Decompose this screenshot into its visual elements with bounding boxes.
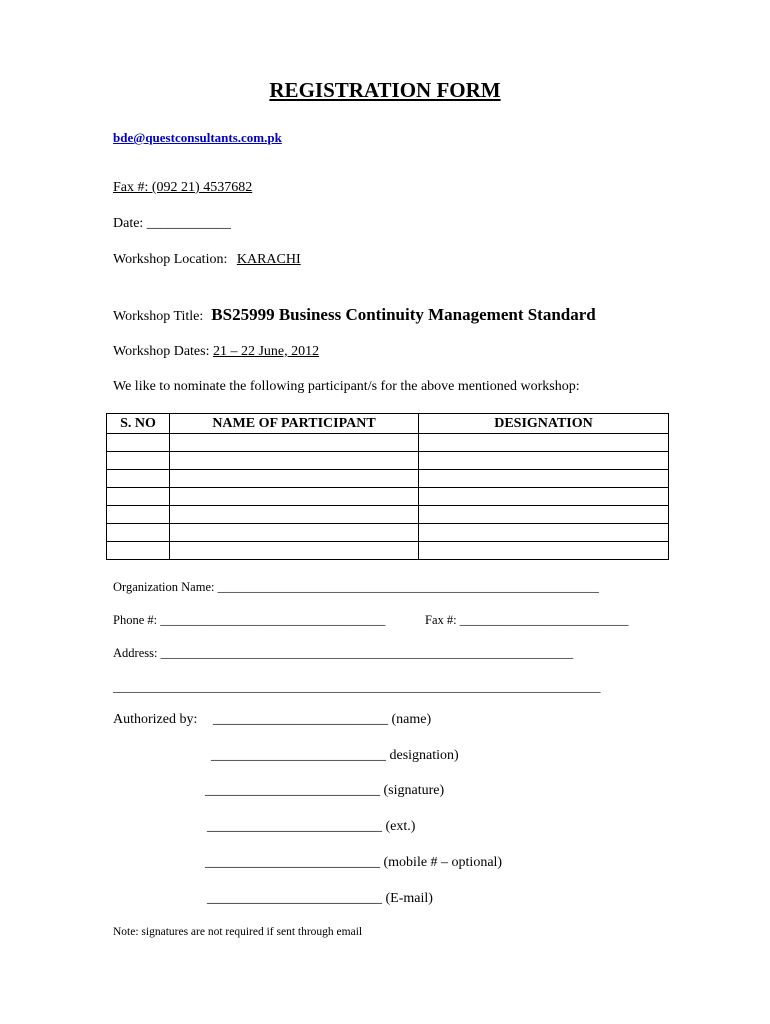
workshop-location-value: KARACHI	[236, 252, 301, 267]
designation-cell[interactable]	[419, 506, 669, 524]
sno-cell[interactable]	[107, 506, 170, 524]
name-cell[interactable]	[170, 452, 419, 470]
workshop-location-label: Workshop Location:	[113, 252, 228, 267]
nominate-text: We like to nominate the following participant/s for the above mentioned workshop:	[113, 379, 580, 394]
authorized-ext-line: _________________________ (ext.)	[207, 819, 416, 834]
participants-table-body	[107, 434, 669, 560]
table-header-row	[107, 414, 669, 434]
sno-cell[interactable]	[107, 542, 170, 560]
name-cell[interactable]	[170, 542, 419, 560]
designation-cell[interactable]	[419, 434, 669, 452]
name-cell[interactable]	[170, 470, 419, 488]
workshop-dates-label: Workshop Dates:	[113, 344, 210, 359]
table-row	[107, 506, 669, 524]
col-header-designation: DESIGNATION	[419, 414, 669, 434]
fax-field: Fax #: ___________________________	[425, 613, 629, 627]
designation-cell[interactable]	[419, 470, 669, 488]
workshop-dates-value: 21 – 22 June, 2012	[212, 344, 320, 359]
phone-field: Phone #: ____________________________________	[113, 613, 386, 627]
table-row	[107, 470, 669, 488]
table-row	[107, 452, 669, 470]
address-field: Address: __________________________________________________________________	[113, 646, 574, 660]
authorized-signature-line: _________________________ (signature)	[205, 783, 445, 798]
table-row	[107, 434, 669, 452]
signature-note: Note: signatures are not required if sent through email	[113, 926, 363, 938]
sno-cell[interactable]	[107, 434, 170, 452]
date-field: Date: ____________	[113, 216, 231, 231]
workshop-title-label: Workshop Title:	[113, 309, 204, 324]
organization-name-field: Organization Name: _____________________________________________________________	[113, 580, 599, 594]
sno-cell[interactable]	[107, 488, 170, 506]
sno-cell[interactable]	[107, 470, 170, 488]
name-cell[interactable]	[170, 506, 419, 524]
sno-cell[interactable]	[107, 524, 170, 542]
designation-cell[interactable]	[419, 542, 669, 560]
authorized-designation-line: _________________________ designation)	[211, 748, 459, 763]
table-row	[107, 524, 669, 542]
workshop-title	[113, 305, 596, 325]
workshop-title-value: BS25999 Business Continuity Management Standard	[211, 305, 596, 324]
authorized-email-line: _________________________ (E-mail)	[207, 891, 433, 906]
name-cell[interactable]	[170, 488, 419, 506]
workshop-location	[113, 252, 301, 268]
authorized-by-label: Authorized by:	[113, 712, 198, 727]
table-row	[107, 488, 669, 506]
name-cell[interactable]	[170, 434, 419, 452]
name-cell[interactable]	[170, 524, 419, 542]
col-header-sno: S. NO	[107, 414, 170, 434]
authorized-name-line: _________________________ (name)	[213, 712, 432, 727]
workshop-dates	[113, 344, 319, 360]
participants-table	[106, 413, 669, 560]
designation-cell[interactable]	[419, 488, 669, 506]
email-link[interactable]: bde@questconsultants.com.pk	[113, 130, 282, 145]
designation-cell[interactable]	[419, 524, 669, 542]
authorized-mobile-line: _________________________ (mobile # – optional)	[205, 855, 503, 870]
table-row	[107, 542, 669, 560]
fax-number: Fax #: (092 21) 4537682	[113, 180, 253, 195]
col-header-name: NAME OF PARTICIPANT	[170, 414, 419, 434]
form-title: REGISTRATION FORM	[269, 78, 501, 102]
address-line-2: ______________________________________________________________________________	[113, 680, 601, 694]
sno-cell[interactable]	[107, 452, 170, 470]
designation-cell[interactable]	[419, 452, 669, 470]
